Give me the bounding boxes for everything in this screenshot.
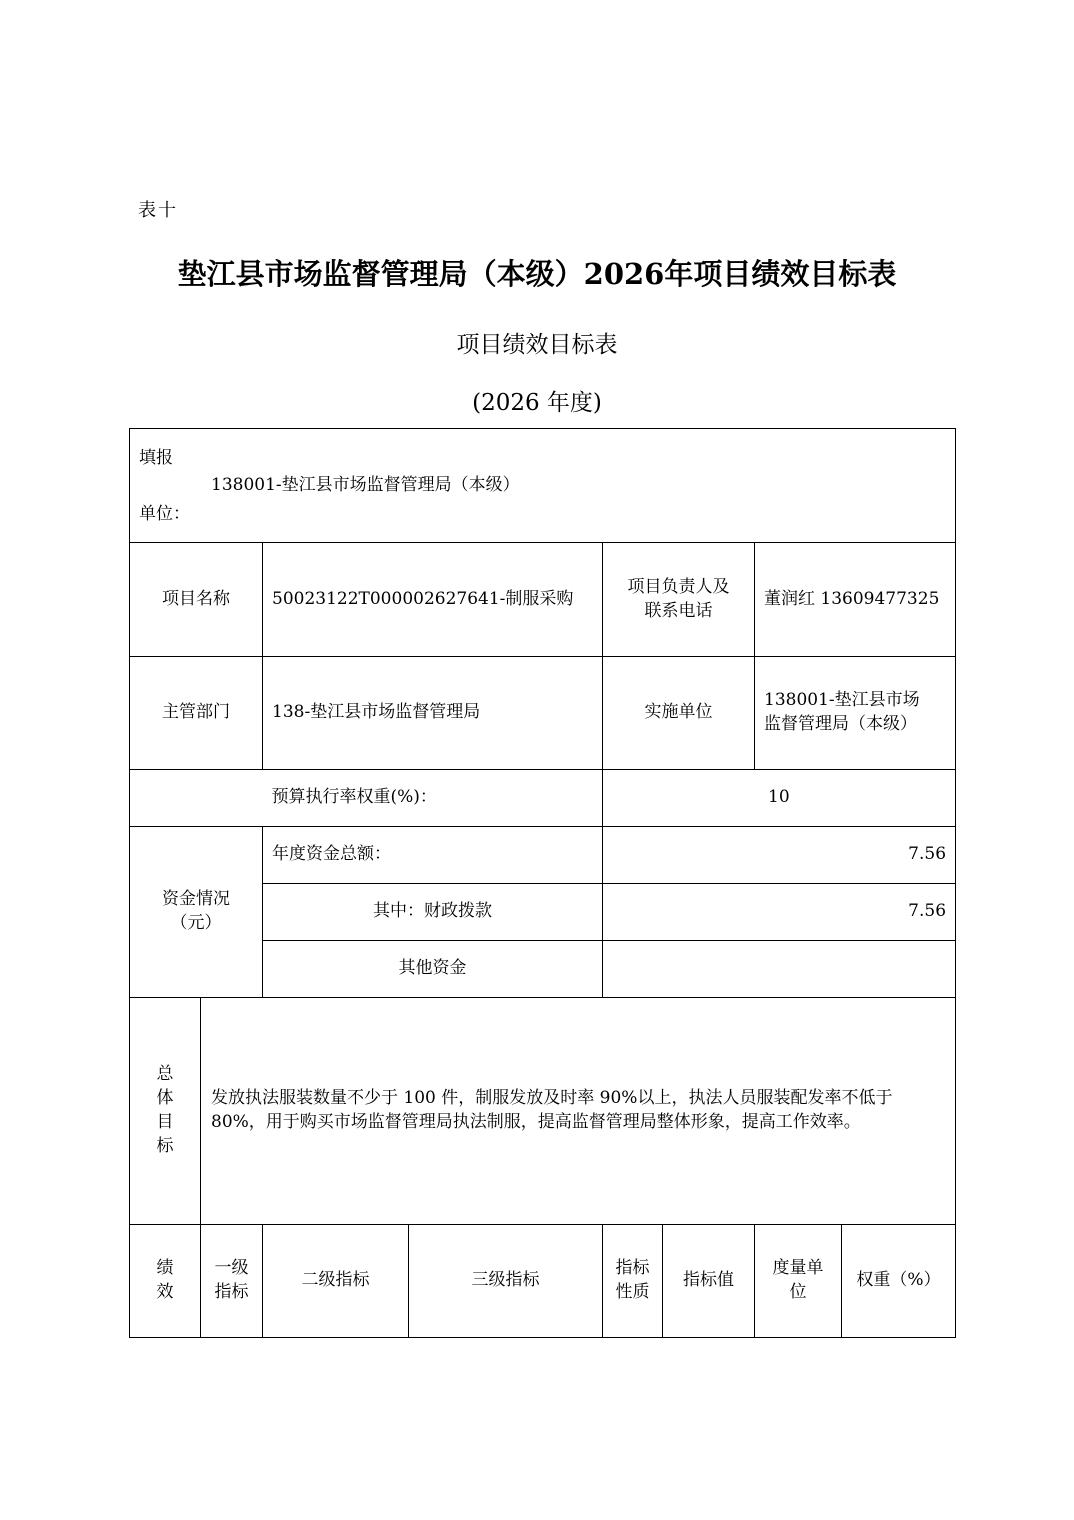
unit-line1: 度量单 (772, 1258, 824, 1279)
project-row (130, 543, 956, 657)
other-funds-label: 其他资金 (263, 941, 603, 998)
perf-line1: 绩 (156, 1258, 174, 1279)
overall-goal-label (130, 998, 201, 1225)
goal-char-1: 总 (156, 1064, 174, 1085)
fiscal-label: 其中：财政拨款 (263, 884, 603, 941)
budget-weight-label: 预算执行率权重(%)： (263, 770, 603, 827)
weight-header: 权重（%） (842, 1225, 956, 1338)
filler-row (130, 429, 956, 543)
overall-goal-text: 发放执法服装数量不少于 100 件，制服发放及时率 90%以上，执法人员服装配发率不低于 80%，用于购买市场监督管理局执法制服，提高监督管理局整体形象，提高工作效率。 (201, 998, 956, 1225)
main-title: 垫江县市场监督管理局（本级）2026年项目绩效目标表 (177, 257, 897, 291)
impl-value (755, 657, 956, 770)
level3-indicator-header: 三级指标 (409, 1225, 603, 1338)
annual-total-value: 7.56 (603, 827, 956, 884)
funds-label (130, 827, 263, 998)
filler-label-line1: 填报 (139, 447, 173, 468)
filler-value: 138001-垫江县市场监督管理局（本级） (211, 474, 520, 495)
level2-indicator-header: 二级指标 (263, 1225, 409, 1338)
goal-char-3: 目 (156, 1112, 174, 1132)
funds-label-line1: 资金情况 (162, 889, 230, 910)
contact-label-line2: 联系电话 (644, 600, 713, 621)
indicator-header-row (130, 1225, 956, 1338)
goal-char-2: 体 (156, 1088, 174, 1109)
dept-value: 138-垫江县市场监督管理局 (263, 657, 603, 770)
nature-line2: 性质 (615, 1282, 650, 1302)
perf-indicator-label (130, 1225, 201, 1338)
department-row (130, 657, 956, 770)
contact-label-line1: 项目负责人及 (627, 576, 730, 597)
fiscal-value: 7.56 (603, 884, 956, 941)
goal-char-4: 标 (156, 1135, 174, 1156)
subtitle: 项目绩效目标表 (456, 332, 618, 358)
funds-total-row (130, 827, 956, 884)
level1-indicator-header (201, 1225, 263, 1338)
project-name-label: 项目名称 (130, 543, 263, 657)
level1-line2: 指标 (214, 1282, 249, 1302)
level1-line1: 一级 (214, 1258, 249, 1279)
filler-cell (130, 429, 956, 543)
perf-line2: 效 (156, 1282, 174, 1302)
dept-label: 主管部门 (130, 657, 263, 770)
value-header: 指标值 (663, 1225, 755, 1338)
project-name-value: 50023122T000002627641-制服采购 (263, 543, 603, 657)
filler-label-line2: 单位： (139, 503, 190, 524)
impl-value-line1: 138001-垫江县市场 (764, 690, 920, 711)
nature-line1: 指标 (615, 1258, 650, 1279)
contact-value: 董润红 13609477325 (755, 543, 956, 657)
performance-table (129, 428, 956, 1338)
impl-label: 实施单位 (603, 657, 755, 770)
funds-label-line2: （元） (170, 913, 222, 933)
nature-header (603, 1225, 663, 1338)
annual-total-label: 年度资金总额： (263, 827, 603, 884)
budget-weight-row (130, 770, 956, 827)
contact-label (603, 543, 755, 657)
year-label: (2026 年度) (472, 390, 602, 416)
table-label: 表十 (138, 200, 178, 221)
unit-line2: 位 (789, 1282, 807, 1302)
overall-goal-row (130, 998, 956, 1225)
filler-label (139, 430, 211, 542)
budget-weight-value: 10 (603, 770, 956, 827)
other-funds-value (603, 941, 956, 998)
impl-value-line2: 监督管理局（本级） (764, 714, 917, 734)
budget-weight-blank (130, 770, 263, 827)
unit-header (755, 1225, 842, 1338)
